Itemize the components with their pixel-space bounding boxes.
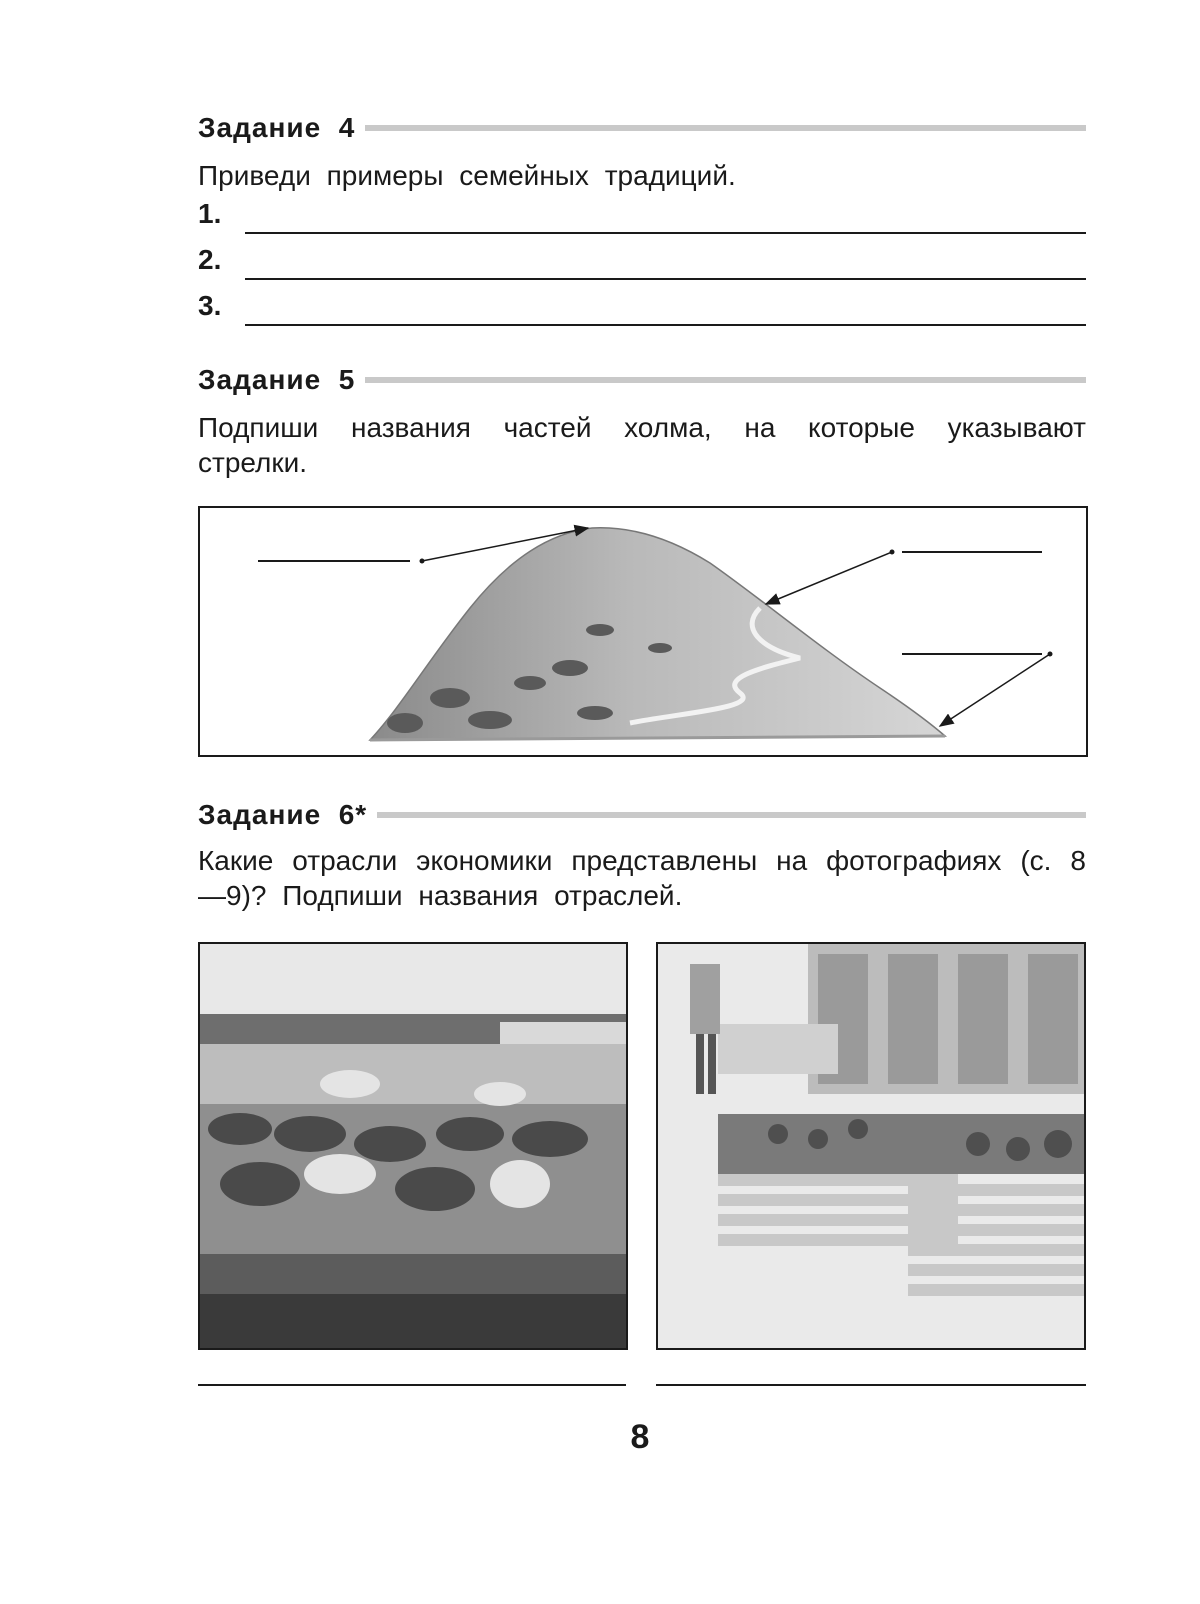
task-5-header: [198, 360, 1086, 400]
photo-supermarket: [656, 942, 1086, 1350]
page-number: 8: [630, 1418, 650, 1456]
answer-number: 2.: [198, 244, 222, 275]
task-4-rule: [365, 125, 1086, 131]
arrow-to-foot: [940, 654, 1050, 726]
task-6-prompt: Какие отрасли экономики представлены на фотографиях (с. 8—9)? Подпиши названия отраслей.: [198, 845, 1086, 911]
answer-number: 3.: [198, 290, 222, 321]
answer-line-2[interactable]: [198, 244, 1086, 284]
task-4-prompt: Приведи примеры семейных традиций.: [198, 160, 736, 191]
answer-number: 1.: [198, 198, 222, 229]
write-line: [245, 278, 1086, 280]
hill-illustration-box: [198, 506, 1088, 757]
answer-line-photo-2[interactable]: [656, 1384, 1086, 1386]
task-4-title: Задание 4: [198, 112, 356, 143]
write-line: [245, 324, 1086, 326]
task-6-title: Задание 6*: [198, 799, 368, 830]
answer-line-3[interactable]: [198, 290, 1086, 330]
photo-cattle-pasture: [198, 942, 628, 1350]
task-5-rule: [365, 377, 1086, 383]
task-5-title: Задание 5: [198, 364, 356, 395]
task-5-prompt: Подпиши названия частей холма, на которые указывают стрелки.: [198, 412, 1086, 478]
hill-shape: [370, 528, 945, 740]
hill-drawing: [200, 508, 1086, 755]
write-line: [245, 232, 1086, 234]
answer-line-1[interactable]: [198, 198, 1086, 238]
arrow-to-slope: [766, 552, 892, 604]
answer-line-photo-1[interactable]: [198, 1384, 626, 1386]
task-4-header: [198, 108, 1086, 148]
task-6-header: [198, 795, 1086, 835]
task-6-rule: [377, 812, 1086, 818]
